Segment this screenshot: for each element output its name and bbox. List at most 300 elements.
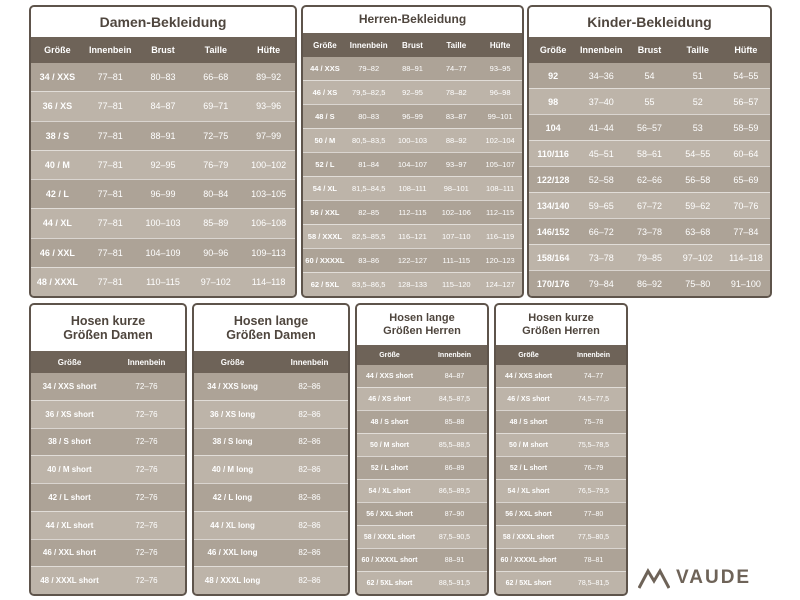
measure-cell: 41–44 (588, 122, 614, 133)
table-row (303, 248, 522, 272)
size-cell: 42 / L (45, 189, 69, 200)
size-cell: 38 / S long (212, 437, 253, 447)
measure-cell: 82–86 (298, 409, 321, 419)
measure-cell: 109–113 (251, 247, 286, 258)
table-row (357, 525, 487, 548)
table-header (31, 37, 295, 63)
measure-cell: 97–99 (256, 130, 282, 141)
measure-cell: 88–91 (402, 64, 423, 73)
measure-cell: 82–85 (358, 208, 380, 217)
size-cell: 46 / XS short (368, 395, 411, 403)
measure-cell: 62–66 (636, 174, 663, 185)
size-cell: 42 / L short (48, 492, 91, 502)
size-cell: 48 / XXXL short (40, 576, 99, 586)
size-cell: 54 / XL (312, 184, 337, 193)
measure-cell: 72–76 (135, 437, 158, 447)
table-row (357, 410, 487, 433)
measure-cell: 76,5–79,5 (577, 487, 610, 495)
measure-cell: 54–55 (685, 148, 711, 159)
measure-cell: 79,5–82,5 (352, 88, 386, 97)
measure-cell: 72–76 (135, 409, 158, 419)
table-row (496, 502, 626, 525)
table-row (496, 365, 626, 387)
measure-cell: 59–65 (588, 200, 614, 211)
measure-cell: 92–95 (402, 88, 423, 97)
measure-cell: 77–80 (583, 510, 604, 518)
size-cell: 36 / XS (42, 101, 73, 112)
table-damen-bekleidung (29, 5, 297, 298)
size-cell: 60 / XXXXL short (500, 556, 557, 564)
column-header: Innenbein (576, 351, 611, 359)
measure-cell: 112–115 (398, 208, 427, 217)
measure-cell: 124–127 (485, 280, 515, 289)
size-cell: 44 / XL long (210, 520, 255, 530)
measure-cell: 93–97 (445, 160, 467, 169)
measure-cell: 87–90 (444, 510, 465, 518)
measure-cell: 80–83 (150, 72, 176, 83)
measure-cell: 81–84 (358, 160, 380, 169)
table-title (357, 305, 487, 345)
measure-cell: 100–103 (145, 218, 181, 229)
measure-cell: 65–69 (733, 174, 759, 185)
measure-cell: 83–87 (445, 112, 467, 121)
table-herren-bekleidung (301, 5, 524, 298)
measure-cell: 75,5–78,5 (577, 441, 610, 449)
column-header: Hüfte (257, 45, 281, 55)
measure-cell: 89–92 (256, 72, 282, 83)
measure-cell: 75–78 (583, 418, 604, 426)
size-cell: 48 / S short (370, 418, 409, 426)
size-cell: 40 / M short (47, 465, 92, 475)
size-cell: 54 / XL short (368, 487, 411, 495)
measure-cell: 104–109 (145, 247, 181, 258)
table-row (357, 548, 487, 571)
size-cell: 48 / XXXL long (204, 576, 261, 586)
measure-cell: 72–76 (135, 548, 158, 558)
table-row (529, 63, 770, 88)
column-header: Größe (313, 40, 337, 50)
table-body (357, 365, 487, 594)
title-line-1: Hosen kurze (70, 313, 146, 328)
measure-cell: 83,5–86,5 (352, 280, 386, 289)
measure-cell: 108–111 (398, 184, 427, 193)
table-row (496, 548, 626, 571)
table-hosen-kurze-herren (494, 303, 628, 596)
table-row (496, 410, 626, 433)
measure-cell: 76–79 (583, 464, 604, 472)
table-row (303, 224, 522, 248)
measure-cell: 114–118 (729, 252, 763, 263)
measure-cell: 105–107 (485, 160, 515, 169)
table-header (357, 345, 487, 365)
size-cell: 36 / XS long (209, 409, 256, 419)
size-cell: 46 / XS (312, 88, 338, 97)
table-row (31, 267, 295, 296)
measure-cell: 82–86 (298, 437, 321, 447)
table-header (529, 37, 770, 63)
table-body (303, 57, 522, 296)
table-row (529, 166, 770, 192)
size-cell: 58 / XXXL short (502, 533, 555, 541)
measure-cell: 58–61 (636, 148, 663, 159)
size-cell: 58 / XXXL (307, 232, 342, 241)
measure-cell: 91–100 (730, 278, 761, 289)
size-cell: 34 / XXS (39, 72, 76, 83)
measure-cell: 77–81 (97, 276, 123, 287)
measure-cell: 69–71 (203, 101, 229, 112)
size-cell: 50 / M short (370, 441, 409, 449)
size-cell: 38 / S (45, 130, 70, 141)
measure-cell: 122–127 (397, 256, 428, 265)
table-row (31, 455, 185, 483)
size-cell: 56 / XXL (310, 208, 340, 217)
table-header (194, 351, 348, 373)
size-cell: 34 / XXS long (207, 381, 258, 391)
size-cell: 52 / L short (370, 464, 409, 472)
measure-cell: 92–95 (150, 159, 176, 170)
size-cell: 104 (545, 122, 561, 133)
measure-cell: 72–75 (203, 130, 229, 141)
table-row (303, 152, 522, 176)
measure-cell: 87,5–90,5 (438, 533, 471, 541)
table-row (31, 373, 185, 400)
table-row (31, 483, 185, 511)
size-cell: 56 / XXL short (366, 510, 413, 518)
column-header: Innenbein (349, 40, 388, 50)
table-row (303, 80, 522, 104)
measure-cell: 77–81 (97, 189, 123, 200)
size-cell: 62 / 5XL short (366, 579, 413, 587)
measure-cell: 88–91 (150, 130, 176, 141)
size-cell: 42 / L long (212, 492, 253, 502)
column-header: Hüfte (489, 40, 511, 50)
table-row (496, 571, 626, 594)
measure-cell: 70–76 (733, 200, 759, 211)
measure-cell: 66–72 (588, 226, 614, 237)
size-cell: 48 / S short (509, 418, 548, 426)
table-row (31, 566, 185, 594)
size-cell: 146/152 (536, 226, 570, 237)
size-cell: 122/128 (536, 174, 570, 185)
measure-cell: 79–85 (636, 252, 663, 263)
measure-cell: 77–81 (97, 159, 123, 170)
measure-cell: 82–86 (298, 381, 321, 391)
measure-cell: 73–78 (588, 252, 614, 263)
measure-cell: 106–108 (251, 218, 287, 229)
measure-cell: 81,5–84,5 (352, 184, 386, 193)
brand-name: VAUDE (676, 567, 752, 588)
table-row (496, 479, 626, 502)
table-title (496, 305, 626, 345)
measure-cell: 85–89 (203, 218, 229, 229)
measure-cell: 55 (644, 96, 655, 107)
measure-cell: 100–103 (397, 136, 428, 145)
size-cell: 98 (548, 96, 559, 107)
size-cell: 34 / XXS short (42, 381, 97, 391)
table-hosen-lange-herren (355, 303, 489, 596)
measure-cell: 110–115 (146, 276, 180, 287)
measure-cell: 100–102 (251, 159, 287, 170)
table-row (357, 387, 487, 410)
size-cell: 52 / L (315, 160, 335, 169)
title-line-2: Größen Herren (383, 325, 461, 337)
column-header: Größe (44, 45, 71, 55)
table-row (496, 387, 626, 410)
measure-cell: 88,5–91,5 (438, 579, 471, 587)
measure-cell: 93–96 (256, 101, 282, 112)
measure-cell: 72–76 (135, 381, 158, 391)
measure-cell: 116–121 (398, 232, 427, 241)
measure-cell: 80–83 (358, 112, 380, 121)
column-header: Größe (57, 357, 82, 367)
table-row (31, 539, 185, 567)
measure-cell: 52–58 (588, 174, 614, 185)
measure-cell: 84–87 (444, 372, 465, 380)
table-row (357, 433, 487, 456)
measure-cell: 37–40 (588, 96, 614, 107)
table-body (31, 63, 295, 296)
size-cell: 50 / M (314, 136, 336, 145)
measure-cell: 93–95 (489, 64, 511, 73)
column-header: Hüfte (734, 45, 758, 55)
table-title: Damen-Bekleidung (31, 7, 295, 37)
size-cell: 62 / 5XL (310, 280, 340, 289)
measure-cell: 82–86 (298, 548, 321, 558)
measure-cell: 96–99 (402, 112, 423, 121)
measure-cell: 72–76 (135, 465, 158, 475)
measure-cell: 77–81 (97, 247, 123, 258)
size-cell: 134/140 (536, 200, 570, 211)
measure-cell: 72–76 (135, 492, 158, 502)
table-header (303, 33, 522, 57)
table-body (529, 63, 770, 296)
size-cell: 40 / M (44, 159, 70, 170)
title-line-1: Hosen kurze (528, 312, 594, 325)
vaude-logo (638, 566, 751, 590)
size-cell: 56 / XXL short (505, 510, 552, 518)
measure-cell: 88–91 (444, 556, 465, 564)
measure-cell: 97–102 (200, 276, 231, 287)
column-header: Taille (446, 40, 467, 50)
table-row (529, 140, 770, 166)
title-line-2: Größen Damen (226, 328, 316, 342)
size-cell: 54 / XL short (507, 487, 550, 495)
table-row (303, 176, 522, 200)
table-row (31, 238, 295, 267)
size-cell: 58 / XXXL short (363, 533, 416, 541)
table-header (31, 351, 185, 373)
measure-cell: 116–119 (486, 232, 515, 241)
measure-cell: 79–84 (588, 278, 614, 289)
measure-cell: 90–96 (203, 247, 229, 258)
measure-cell: 76–79 (203, 159, 229, 170)
measure-cell: 83–86 (358, 256, 380, 265)
table-row (303, 57, 522, 80)
table-row (496, 525, 626, 548)
table-row (496, 433, 626, 456)
measure-cell: 74,5–77,5 (577, 395, 610, 403)
size-cell: 110/116 (537, 148, 569, 159)
table-row (194, 539, 348, 567)
size-cell: 44 / XL short (45, 520, 94, 530)
table-body (496, 365, 626, 594)
mountain-logo-icon (638, 566, 670, 590)
measure-cell: 128–133 (397, 280, 428, 289)
measure-cell: 78–82 (445, 88, 467, 97)
measure-cell: 103–105 (251, 189, 287, 200)
measure-cell: 85,5–88,5 (438, 441, 471, 449)
table-row (31, 150, 295, 179)
measure-cell: 60–64 (733, 148, 759, 159)
column-header: Taille (204, 45, 227, 55)
table-row (529, 114, 770, 140)
measure-cell: 97–102 (682, 252, 713, 263)
measure-cell: 99–101 (487, 112, 513, 121)
size-cell: 62 / 5XL short (505, 579, 552, 587)
measure-cell: 58–59 (733, 122, 759, 133)
measure-cell: 78,5–81,5 (577, 579, 610, 587)
column-header: Brust (151, 45, 175, 55)
measure-cell: 77–81 (97, 72, 123, 83)
measure-cell: 98–101 (443, 184, 469, 193)
measure-cell: 82–86 (298, 576, 321, 586)
measure-cell: 82–86 (298, 520, 321, 530)
size-cell: 170/176 (536, 278, 570, 289)
table-row (357, 479, 487, 502)
measure-cell: 86–92 (636, 278, 663, 289)
title-line-2: Größen Herren (522, 325, 600, 337)
measure-cell: 102–106 (441, 208, 471, 217)
column-header: Brust (402, 40, 423, 50)
measure-cell: 74–77 (445, 64, 467, 73)
table-row (194, 511, 348, 539)
table-row (357, 365, 487, 387)
measure-cell: 72–76 (135, 520, 158, 530)
table-row (303, 128, 522, 152)
column-header: Größe (379, 351, 400, 359)
measure-cell: 56–58 (685, 174, 711, 185)
table-body (31, 373, 185, 594)
column-header: Innenbein (127, 357, 166, 367)
table-title: Kinder-Bekleidung (529, 7, 770, 37)
title-line-1: Hosen lange (389, 312, 455, 325)
measure-cell: 79–82 (358, 64, 380, 73)
table-row (357, 502, 487, 525)
measure-cell: 59–62 (685, 200, 711, 211)
table-title (31, 305, 185, 351)
size-cell: 40 / M long (211, 465, 254, 475)
measure-cell: 54 (644, 70, 655, 81)
size-cell: 38 / S short (47, 437, 92, 447)
measure-cell: 77–81 (97, 218, 123, 229)
table-row (529, 218, 770, 244)
size-cell: 50 / M short (509, 441, 548, 449)
measure-cell: 75–80 (685, 278, 711, 289)
measure-cell: 82–86 (298, 492, 321, 502)
table-row (31, 428, 185, 456)
table-row (31, 511, 185, 539)
table-row (31, 121, 295, 150)
size-cell: 44 / XXS short (504, 372, 553, 380)
measure-cell: 54–55 (733, 70, 759, 81)
measure-cell: 108–111 (486, 184, 515, 193)
measure-cell: 80,5–83,5 (352, 136, 386, 145)
table-row (496, 456, 626, 479)
size-cell: 46 / XS short (507, 395, 550, 403)
size-cell: 48 / S (315, 112, 335, 121)
column-header: Taille (686, 45, 709, 55)
table-row (529, 244, 770, 270)
measure-cell: 86,5–89,5 (438, 487, 471, 495)
measure-cell: 56–57 (733, 96, 759, 107)
table-row (31, 208, 295, 237)
title-line-1: Hosen lange (233, 313, 309, 328)
table-row (194, 373, 348, 400)
size-cell: 36 / XS short (45, 409, 94, 419)
table-header (496, 345, 626, 365)
column-header: Größe (220, 357, 245, 367)
measure-cell: 77,5–80,5 (577, 533, 610, 541)
measure-cell: 111–115 (442, 256, 471, 265)
size-cell: 46 / XXL short (42, 548, 97, 558)
measure-cell: 82–86 (298, 465, 321, 475)
measure-cell: 56–57 (636, 122, 663, 133)
measure-cell: 102–104 (485, 136, 515, 145)
measure-cell: 52 (692, 96, 703, 107)
table-row (194, 455, 348, 483)
measure-cell: 85–88 (444, 418, 465, 426)
table-row (303, 272, 522, 296)
title-line-2: Größen Damen (63, 328, 153, 342)
measure-cell: 107–110 (441, 232, 471, 241)
measure-cell: 84–87 (150, 101, 176, 112)
measure-cell: 63–68 (685, 226, 711, 237)
table-hosen-kurze-damen (29, 303, 187, 596)
size-cell: 46 / XXL (39, 247, 75, 258)
table-row (31, 91, 295, 120)
size-cell: 48 / XXXL (36, 276, 78, 287)
table-row (194, 483, 348, 511)
measure-cell: 78–81 (583, 556, 604, 564)
column-header: Größe (518, 351, 539, 359)
measure-cell: 72–76 (135, 576, 158, 586)
table-row (31, 63, 295, 91)
column-header: Innenbein (580, 45, 623, 55)
measure-cell: 74–77 (583, 372, 604, 380)
measure-cell: 112–115 (486, 208, 515, 217)
column-header: Größe (539, 45, 567, 55)
table-row (31, 179, 295, 208)
table-row (194, 566, 348, 594)
column-header: Innenbein (290, 357, 329, 367)
size-cell: 158/164 (536, 252, 570, 263)
size-cell: 60 / XXXXL (305, 256, 345, 265)
table-row (303, 200, 522, 224)
table-row (529, 88, 770, 114)
table-row (357, 571, 487, 594)
measure-cell: 45–51 (588, 148, 614, 159)
measure-cell: 82,5–85,5 (352, 232, 386, 241)
measure-cell: 77–81 (97, 101, 123, 112)
table-row (194, 400, 348, 428)
measure-cell: 84,5–87,5 (438, 395, 471, 403)
table-row (529, 270, 770, 296)
measure-cell: 67–72 (636, 200, 663, 211)
measure-cell: 88–92 (445, 136, 467, 145)
table-title: Herren-Bekleidung (303, 7, 522, 33)
table-title (194, 305, 348, 351)
table-row (529, 192, 770, 218)
